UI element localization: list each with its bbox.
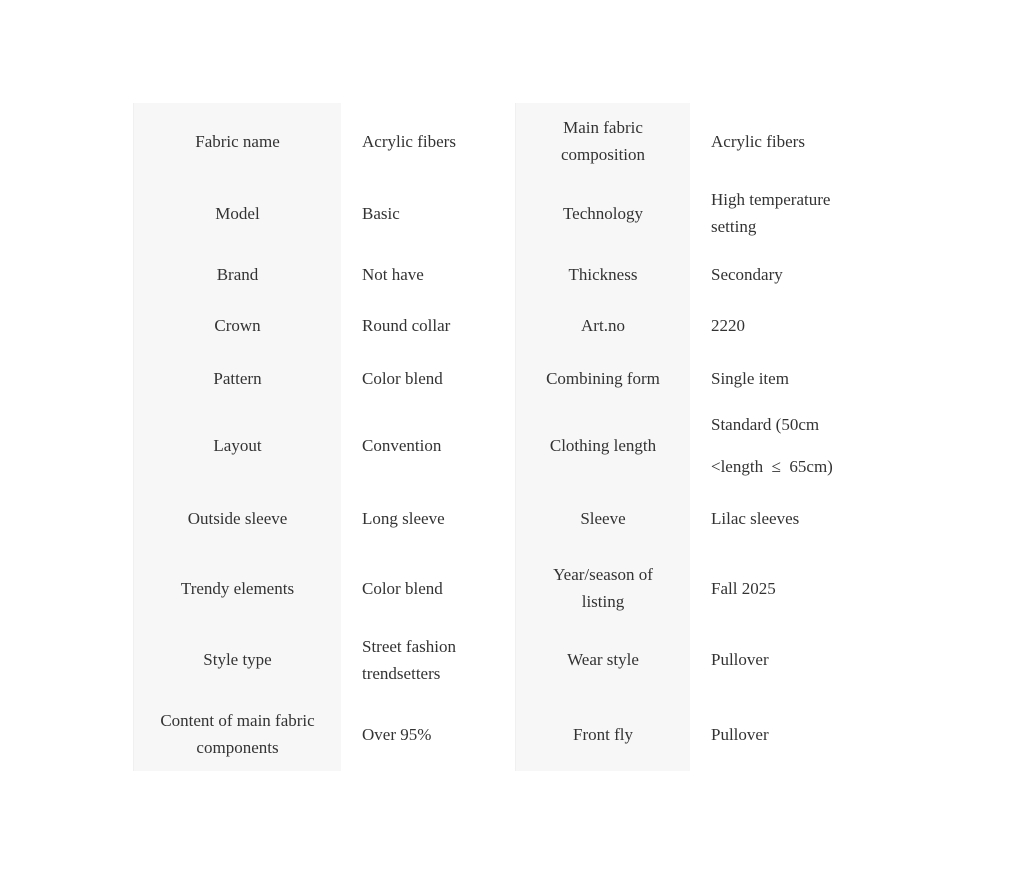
spec-label-cell [133,103,341,179]
spec-label-cell [133,554,341,622]
spec-value-text: Single item [711,368,789,388]
spec-label-cell [515,349,690,407]
spec-value-text: Lilac sleeves [711,509,800,528]
spec-value-text: Acrylic fibers [711,131,805,151]
spec-label-text: Style type [203,650,272,669]
spec-label-text: Thickness [568,264,638,284]
spec-value-cell [690,407,866,483]
spec-label-cell [515,483,690,554]
spec-label-cell [515,301,690,349]
spec-value-cell [690,301,866,349]
spec-value-text: <length ≤ 65cm) [711,456,833,476]
spec-value-text: Fall 2025 [711,578,776,598]
spec-value-text: Pullover [711,650,769,669]
spec-label-text: Sleeve [580,509,626,528]
spec-value-text: Pullover [711,724,769,744]
spec-label-text: Technology [562,203,643,223]
spec-label-text: Content of main fabric components [160,711,319,757]
spec-value-text: High temperature setting [711,190,835,236]
spec-value-cell [690,103,866,179]
spec-label-text: Outside sleeve [187,509,288,528]
spec-value-text: Convention [362,435,442,455]
spec-value-cell [341,697,515,771]
spec-label-cell [515,247,690,301]
spec-label-cell [133,179,341,247]
spec-value-cell [341,247,515,301]
spec-value-text: Long sleeve [362,509,445,528]
spec-label-cell [515,179,690,247]
spec-label-cell [133,349,341,407]
spec-value-text: Standard (50cm [711,414,820,434]
spec-value-cell [690,179,866,247]
spec-value-text: Acrylic fibers [362,131,456,151]
spec-label-cell [515,697,690,771]
spec-label-cell [133,301,341,349]
spec-value-text: Basic [362,203,400,223]
spec-value-cell [690,697,866,771]
spec-value-text: Secondary [711,264,783,284]
spec-label-cell [133,407,341,483]
spec-label-text: Art.no [581,315,625,335]
spec-label-text: Trendy elements [180,578,295,598]
spec-value-cell [341,349,515,407]
spec-label-cell [133,483,341,554]
spec-label-cell [515,554,690,622]
spec-value-text: 2220 [711,315,745,335]
spec-label-text: Model [215,203,260,223]
spec-label-text: Main fabric composition [560,118,648,164]
spec-label-text: Combining form [546,368,660,388]
spec-value-text: Color blend [362,368,443,388]
spec-value-text: Street fashion trendsetters [362,636,461,683]
spec-label-text: Pattern [213,368,262,388]
spec-value-cell [341,554,515,622]
spec-label-cell [133,622,341,697]
spec-value-cell [690,349,866,407]
spec-value-cell [690,483,866,554]
spec-value-cell [690,622,866,697]
spec-label-cell [133,247,341,301]
spec-value-cell [690,247,866,301]
spec-value-text: Over 95% [362,724,432,744]
spec-label-cell [133,697,341,771]
spec-value-cell [341,483,515,554]
spec-value-cell [690,554,866,622]
spec-value-cell [341,179,515,247]
spec-label-text: Fabric name [195,131,280,151]
spec-value-cell [341,103,515,179]
spec-value-text: Round collar [362,315,451,335]
spec-label-text: Brand [216,264,259,284]
spec-value-cell [341,622,515,697]
spec-value-cell [341,301,515,349]
spec-value-text: Color blend [362,578,443,598]
spec-label-text: Wear style [567,650,639,669]
spec-value-text: Not have [362,264,424,284]
spec-label-text: Crown [214,315,261,335]
spec-value-cell [341,407,515,483]
product-spec-table [133,103,866,771]
spec-label-text: Front fly [573,724,633,744]
spec-label-cell [515,103,690,179]
spec-label-text: Clothing length [549,435,657,455]
spec-label-text: Year/season of listing [553,565,658,611]
spec-label-cell [515,407,690,483]
spec-label-cell [515,622,690,697]
spec-label-text: Layout [213,435,262,455]
